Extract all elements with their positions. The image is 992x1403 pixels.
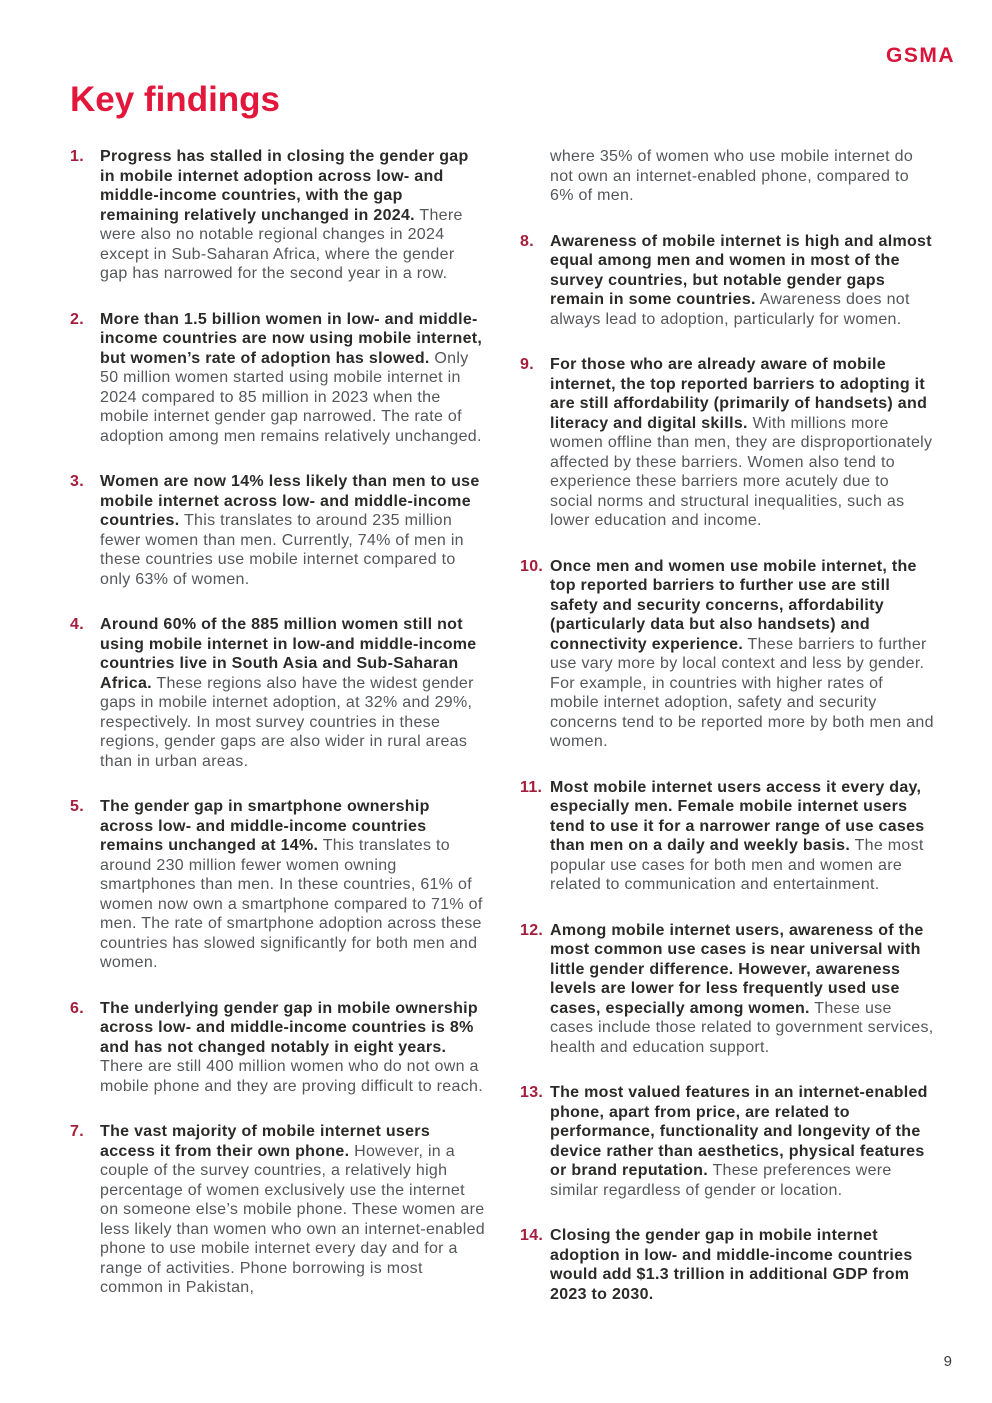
finding-number: 9. [520, 356, 534, 373]
finding-number: 5. [70, 798, 84, 815]
finding-bold-text: Closing the gender gap in mobile internet adoption in low- and middle-income countries would add $1.3 trillion in additional GDP from 2023 to 2030. [550, 1227, 913, 1303]
finding-regular-text: This translates to around 230 million fewer women owning smartphones than men. In these countries, 61% of women now own a smartphone compared to 71% of men. The rate of smartphone adoption across these countries has slowed significantly for both men and women. [100, 837, 483, 971]
finding-bold-text: The underlying gender gap in mobile ownership across low- and middle-income countries is 8% and has not changed notably in eight years. [100, 999, 478, 1056]
finding-item-9 [520, 355, 936, 531]
finding-item-2 [70, 310, 486, 447]
finding-regular-text: These barriers to further use vary more by local context and less by gender. For example, in countries with higher rates of mobile internet adoption, safety and security concerns tend to be reported more by both men and women. [550, 635, 934, 750]
finding-item-12 [520, 921, 936, 1058]
finding-number: 13. [520, 1084, 544, 1101]
finding-bold-text: Awareness of mobile internet is high and almost equal among men and women in most of the survey countries, but notable gender gaps remain in some countries. [550, 232, 932, 308]
finding-regular-text: With millions more women offline than men, they are disproportionately affected by these barriers. Women also tend to experience these barriers more acutely due to social norms and structural inequalities, such as lower education and income. [550, 414, 933, 529]
finding-bold-text: Women are now 14% less likely than men to use mobile internet across low- and middle-income countries. [100, 473, 480, 529]
finding-item-3 [70, 472, 486, 589]
finding-regular-text: This translates to around 235 million fewer women than men. Currently, 74% of men in these countries use mobile internet compared to only 63% of women. [100, 512, 464, 588]
finding-bold-text: The vast majority of mobile internet users access it from their own phone. [100, 1123, 431, 1160]
finding-regular-text: These preferences were similar regardless of gender or location. [550, 1162, 892, 1199]
finding-bold-text: The most valued features in an internet-enabled phone, apart from price, are related to performance, functionality and longevity of the device rather than aesthetics, physical features or brand reputation. [550, 1084, 928, 1179]
finding-bold-text: Around 60% of the 885 million women still not using mobile internet in low-and middle-income countries live in South Asia and Sub-Saharan Africa. [100, 616, 477, 692]
finding-bold-text: Progress has stalled in closing the gender gap in mobile internet adoption across low- and middle-income countries, with the gap remaining relatively unchanged in 2024. [100, 148, 469, 224]
finding-item-4 [70, 615, 486, 771]
page-title: Key findings [70, 80, 281, 119]
finding-regular-text: Only 50 million women started using mobile internet in 2024 compared to 85 million in 2023 when the mobile internet gender gap narrowed. The rate of adoption among men remains relatively unchanged. [100, 349, 482, 445]
finding-number: 14. [520, 1227, 544, 1244]
finding-item-14 [520, 1226, 936, 1304]
finding-regular-text: These use cases include those related to government services, health and education support. [550, 999, 934, 1056]
right-column [520, 147, 936, 1330]
finding-number: 4. [70, 616, 84, 633]
finding-regular-text: There were also no notable regional changes in 2024 except in Sub-Saharan Africa, where the gender gap has narrowed for the second year in a row. [100, 206, 463, 282]
finding-item-7 [70, 1122, 486, 1298]
finding-regular-text: These regions also have the widest gender gaps in mobile internet adoption, at 32% and 29%, respectively. In most survey countries in these regions, gender gaps are also wider in rural areas than in urban areas. [100, 674, 474, 770]
finding-bold-text: Most mobile internet users access it every day, especially men. Female mobile internet users tend to use it for a narrower range of use cases than men on a daily and weekly basis. [550, 778, 925, 854]
gsma-logo: GSMA [886, 44, 955, 67]
finding-item-8 [520, 232, 936, 330]
finding-regular-text: However, in a couple of the survey countries, a relatively high percentage of women exclusively use the internet on someone else’s mobile phone. These women are less likely than women who own an internet-enabled phone to use mobile internet every day and for a range of activities. Phone borrowing is most common in Pakistan, [100, 1142, 485, 1296]
finding-number: 12. [520, 921, 544, 939]
finding-bold-text: More than 1.5 billion women in low- and middle-income countries are now using mobile internet, but women’s rate of adoption has slowed. [100, 310, 483, 367]
finding-item-11 [520, 778, 936, 895]
finding-item-6 [70, 999, 486, 1097]
finding-regular-text: Awareness does not always lead to adoption, particularly for women. [550, 291, 910, 328]
finding-number: 11. [520, 778, 543, 796]
finding-number: 6. [70, 999, 84, 1017]
finding-number: 1. [70, 148, 84, 165]
finding-number: 7. [70, 1123, 84, 1140]
finding-item-13 [520, 1083, 936, 1200]
page-number: 9 [943, 1353, 952, 1370]
finding-bold-text: For those who are already aware of mobile internet, the top reported barriers to adopting it are still affordability (primarily of handsets) and literacy and digital skills. [550, 356, 928, 432]
finding-number: 8. [520, 232, 534, 250]
findings-columns [70, 147, 936, 1330]
finding-item-1 [70, 147, 486, 284]
finding-bold-text: The gender gap in smartphone ownership across low- and middle-income countries remains unchanged at 14%. [100, 798, 430, 854]
finding-item-10 [520, 557, 936, 752]
finding-number: 3. [70, 473, 84, 490]
finding-regular-text: The most popular use cases for both men and women are related to communication and entertainment. [550, 837, 924, 893]
finding-bold-text: Once men and women use mobile internet, the top reported barriers to further use are still safety and security concerns, affordability (particularly data but also handsets) and connectivity experience. [550, 557, 917, 653]
finding-number: 2. [70, 310, 84, 328]
finding-bold-text: Among mobile internet users, awareness of the most common use cases is near universal with little gender difference. However, awareness levels are lower for less frequently used use cases, especially among women. [550, 921, 924, 1017]
finding-number: 10. [520, 557, 544, 575]
finding-7-continuation-text: where 35% of women who use mobile internet do not own an internet-enabled phone, compared to 6% of men. [550, 148, 914, 204]
left-column [70, 147, 486, 1330]
finding-item-5 [70, 797, 486, 973]
finding-regular-text: There are still 400 million women who do not own a mobile phone and they are proving difficult to reach. [100, 1058, 483, 1095]
